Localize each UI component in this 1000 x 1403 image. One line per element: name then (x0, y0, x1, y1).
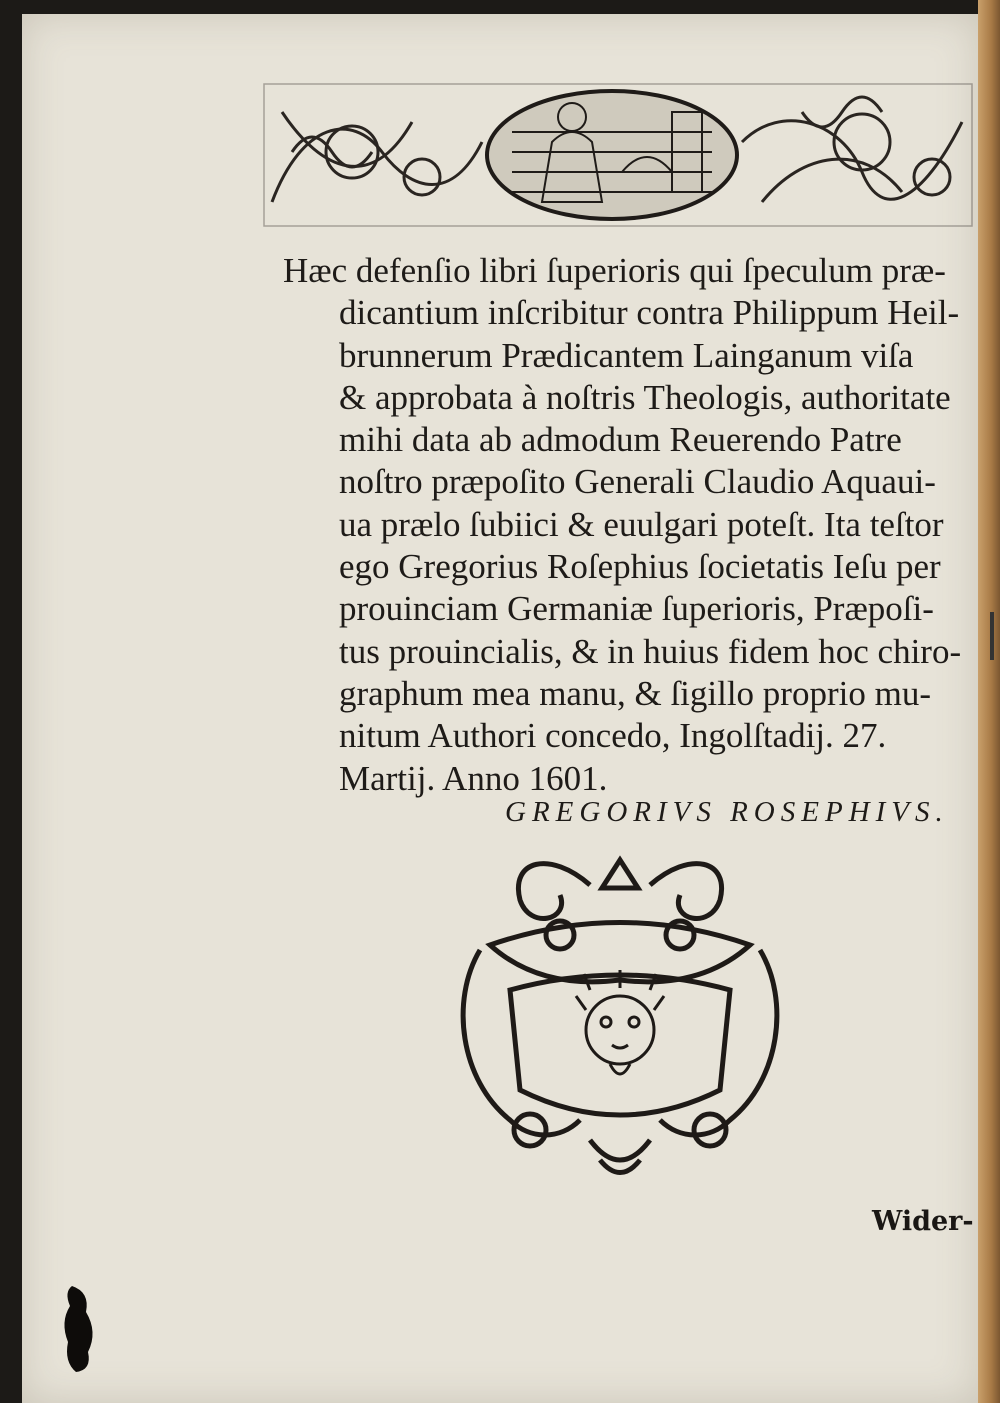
mascaron-tailpiece-ornament (440, 840, 800, 1190)
text-line: Hæc defenſio libri ſuperioris qui ſpeculum præ- (283, 251, 946, 290)
text-line: ua prælo ſubiici & euulgari poteſt. Ita teſtor (339, 504, 944, 544)
text-line: ego Gregorius Roſephius ſocietatis Ieſu per (339, 547, 941, 587)
text-line: brunnerum Prædicantem Lainganum viſa (339, 335, 914, 375)
text-line: noſtro præpoſito Generali Claudio Aquaui- (339, 462, 936, 502)
text-line: Martij. Anno 1601. (339, 758, 608, 798)
signature-line: GREGORIVS ROSEPHIVS. (505, 796, 949, 828)
text-line: prouinciam Germaniæ ſuperioris, Præpoſi- (339, 589, 934, 629)
ink-blot (60, 1282, 100, 1374)
page-edge (978, 0, 1000, 1403)
text-line: graphum mea manu, & ſigillo proprio mu- (339, 673, 931, 713)
text-line: nitum Authori concedo, Ingolſtadij. 27. (339, 716, 887, 756)
text-line: & approbata à noſtris Theologis, authoritate (339, 377, 951, 417)
ornamental-headpiece (262, 82, 974, 228)
text-line: dicantium inſcribitur contra Philippum Heil- (339, 293, 960, 333)
catchword: Wider- (872, 1206, 974, 1237)
imprimatur-text (283, 250, 973, 800)
text-line: tus prouincialis, & in huius fidem hoc chiro- (339, 631, 962, 671)
margin-mark (990, 612, 994, 660)
text-line: mihi data ab admodum Reuerendo Patre (339, 420, 902, 460)
